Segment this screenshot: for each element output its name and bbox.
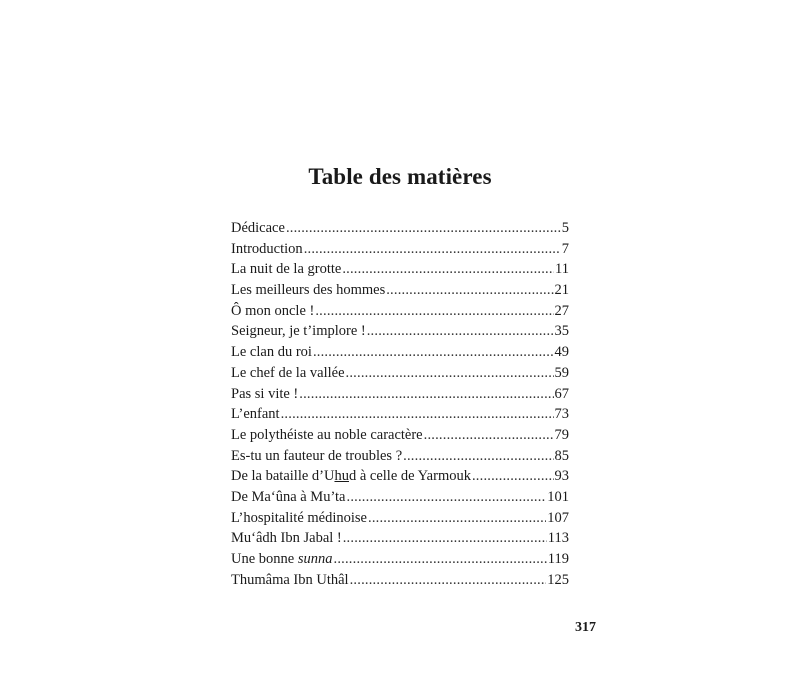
dot-leader xyxy=(281,406,554,423)
dot-leader xyxy=(386,282,553,299)
toc-entry-label: Seigneur, je t’implore ! xyxy=(231,323,366,340)
dot-leader xyxy=(313,344,554,361)
dot-leader xyxy=(367,323,554,340)
toc-entry-page: 49 xyxy=(554,344,569,361)
toc-entry-label: Le polythéiste au noble caractère xyxy=(231,426,423,443)
toc-entry-label: Dédicace xyxy=(231,220,285,236)
toc-entry-label: Le clan du roi xyxy=(231,344,312,361)
toc-entry-page: 11 xyxy=(555,261,569,278)
toc-entry xyxy=(231,551,569,572)
toc-entry-page: 85 xyxy=(554,447,569,464)
dot-leader xyxy=(472,468,554,485)
toc-entry xyxy=(231,406,569,427)
dot-leader xyxy=(343,530,547,547)
dot-leader xyxy=(304,241,561,258)
toc-entry-page: 67 xyxy=(554,385,569,402)
toc-entry-page: 113 xyxy=(547,530,569,547)
label-part: Une bonne xyxy=(231,551,298,567)
toc-entry-label: L’enfant xyxy=(231,406,280,423)
page-number: 317 xyxy=(575,620,596,635)
dot-leader xyxy=(342,261,554,278)
label-part: De la bataille d’U xyxy=(231,468,335,485)
dot-leader xyxy=(299,386,553,403)
dot-leader xyxy=(424,427,554,444)
toc-entry-label: Pas si vite ! xyxy=(231,385,299,402)
underlined-letters: hu xyxy=(334,468,349,485)
toc-entry-page: 7 xyxy=(561,240,569,257)
toc-entry-page: 101 xyxy=(547,488,569,505)
toc-entry-page: 27 xyxy=(554,302,569,319)
toc-entry-label: La nuit de la grotte xyxy=(231,261,342,278)
toc-entry xyxy=(231,323,569,344)
table-of-contents xyxy=(231,220,569,592)
dot-leader xyxy=(368,510,546,527)
toc-entry-label: Ô mon oncle ! xyxy=(231,302,315,319)
toc-entry-page: 107 xyxy=(547,509,569,526)
toc-entry-label xyxy=(231,551,333,568)
toc-entry xyxy=(231,427,569,448)
toc-entry-page: 5 xyxy=(561,220,569,236)
dot-leader xyxy=(403,448,553,465)
toc-entry-page: 93 xyxy=(554,468,569,485)
toc-entry-label: Les meilleurs des hommes xyxy=(231,282,386,299)
toc-entry-label: L’hospitalité médinoise xyxy=(231,509,367,526)
italic-term: sunna xyxy=(297,551,333,567)
dot-leader xyxy=(334,551,547,568)
label-part: d à celle de Yarmouk xyxy=(348,468,471,485)
toc-entry xyxy=(231,468,569,489)
toc-entry-label: Mu‘âdh Ibn Jabal ! xyxy=(231,530,342,547)
toc-entry-page: 35 xyxy=(554,323,569,340)
toc-entry-page: 59 xyxy=(554,364,569,381)
toc-entry xyxy=(231,282,569,303)
toc-entry xyxy=(231,448,569,469)
toc-entry xyxy=(231,261,569,282)
toc-entry xyxy=(231,303,569,324)
toc-entry xyxy=(231,241,569,262)
toc-entry-label: Es-tu un fauteur de troubles ? xyxy=(231,447,403,464)
toc-entry xyxy=(231,572,569,593)
toc-entry-page: 119 xyxy=(547,551,569,567)
toc-entry-label: Le chef de la vallée xyxy=(231,364,345,381)
toc-entry xyxy=(231,489,569,510)
toc-entry-label: Thumâma Ibn Uthâl xyxy=(231,571,349,588)
toc-entry-page: 21 xyxy=(554,282,569,299)
dot-leader xyxy=(346,365,554,382)
toc-entry xyxy=(231,510,569,531)
toc-entry xyxy=(231,386,569,407)
page-title: Table des matières xyxy=(308,164,492,189)
toc-entry-page: 73 xyxy=(554,406,569,423)
toc-entry xyxy=(231,530,569,551)
dot-leader xyxy=(347,489,547,506)
toc-entry-page: 125 xyxy=(547,571,569,588)
dot-leader xyxy=(286,220,561,237)
toc-entry-label xyxy=(231,468,471,485)
dot-leader xyxy=(350,572,547,589)
toc-entry-label: De Ma‘ûna à Mu’ta xyxy=(231,488,346,505)
toc-entry xyxy=(231,344,569,365)
toc-entry-page: 79 xyxy=(554,426,569,443)
dot-leader xyxy=(315,303,553,320)
toc-entry xyxy=(231,220,569,241)
toc-entry-label: Introduction xyxy=(231,240,303,257)
toc-entry xyxy=(231,365,569,386)
